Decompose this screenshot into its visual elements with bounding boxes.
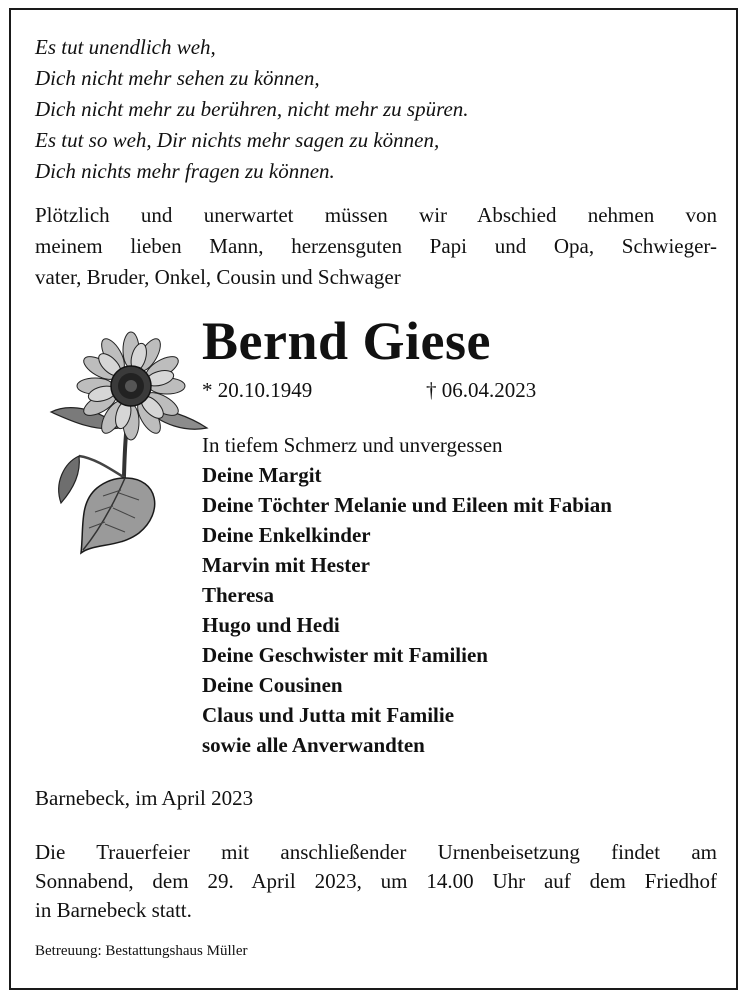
mourner-name: Hugo und Hedi [202, 613, 340, 637]
mourner-name: Deine Geschwister mit Familien [202, 643, 488, 667]
poem-line: Es tut so weh, Dir nichts mehr sagen zu können, [35, 128, 440, 152]
intro-line: meinem lieben Mann, herzensguten Papi und Opa, Schwieger- [35, 234, 717, 258]
service-info [35, 838, 717, 925]
mourner-name: Claus und Jutta mit Familie [202, 703, 455, 727]
deceased-name: Bernd Giese [202, 311, 491, 371]
death-date: † 06.04.2023 [426, 378, 537, 402]
mourners-list [202, 430, 612, 760]
mourner-name: Theresa [202, 583, 274, 607]
poem [35, 32, 469, 187]
intro-text [35, 200, 717, 293]
place-date: Barnebeck, im April 2023 [35, 786, 254, 810]
funeral-home-credit: Betreuung: Bestattungshaus Müller [35, 943, 248, 959]
poem-line: Dich nicht mehr zu berühren, nicht mehr zu spüren. [35, 97, 469, 121]
poem-line: Es tut unendlich weh, [35, 35, 216, 59]
service-line: Die Trauerfeier mit anschließender Urnenbeisetzung findet am [35, 840, 717, 864]
mourner-name: sowie alle Anverwandten [202, 733, 425, 757]
mourner-name: Deine Enkelkinder [202, 523, 371, 547]
service-line: Sonnabend, dem 29. April 2023, um 14.00 Uhr auf dem Friedhof [35, 869, 717, 893]
life-dates [202, 378, 537, 403]
intro-line: Plötzlich und unerwartet müssen wir Abschied nehmen von [35, 203, 717, 227]
sunflower-icon [39, 328, 209, 558]
mourner-name: Marvin mit Hester [202, 553, 370, 577]
intro-line: vater, Bruder, Onkel, Cousin und Schwager [35, 265, 401, 289]
mourner-name: Deine Cousinen [202, 673, 343, 697]
poem-line: Dich nicht mehr sehen zu können, [35, 66, 320, 90]
mourner-name: Deine Margit [202, 463, 322, 487]
service-line: in Barnebeck statt. [35, 898, 192, 922]
obituary-notice [9, 8, 738, 990]
birth-date: * 20.10.1949 [202, 378, 313, 402]
mourners-lead: In tiefem Schmerz und unvergessen [202, 433, 503, 457]
mourner-name: Deine Töchter Melanie und Eileen mit Fabian [202, 493, 612, 517]
poem-line: Dich nichts mehr fragen zu können. [35, 159, 335, 183]
